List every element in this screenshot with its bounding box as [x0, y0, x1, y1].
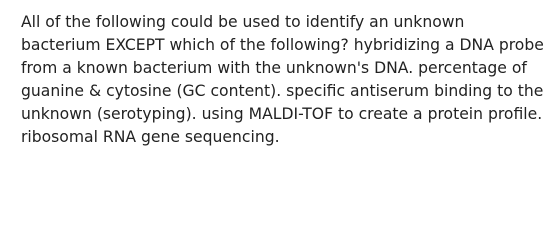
question-text: All of the following could be used to identify an unknown bacterium EXCEPT which of the following? hybridizing a DNA probe from a known bacterium with the unknown's DNA. percentage of guanine & cytosine (GC content). specific antiserum binding to the unknown (serotyping). using MALDI-TOF to create a protein profile. ribosomal RNA gene sequencing.: [21, 13, 544, 146]
